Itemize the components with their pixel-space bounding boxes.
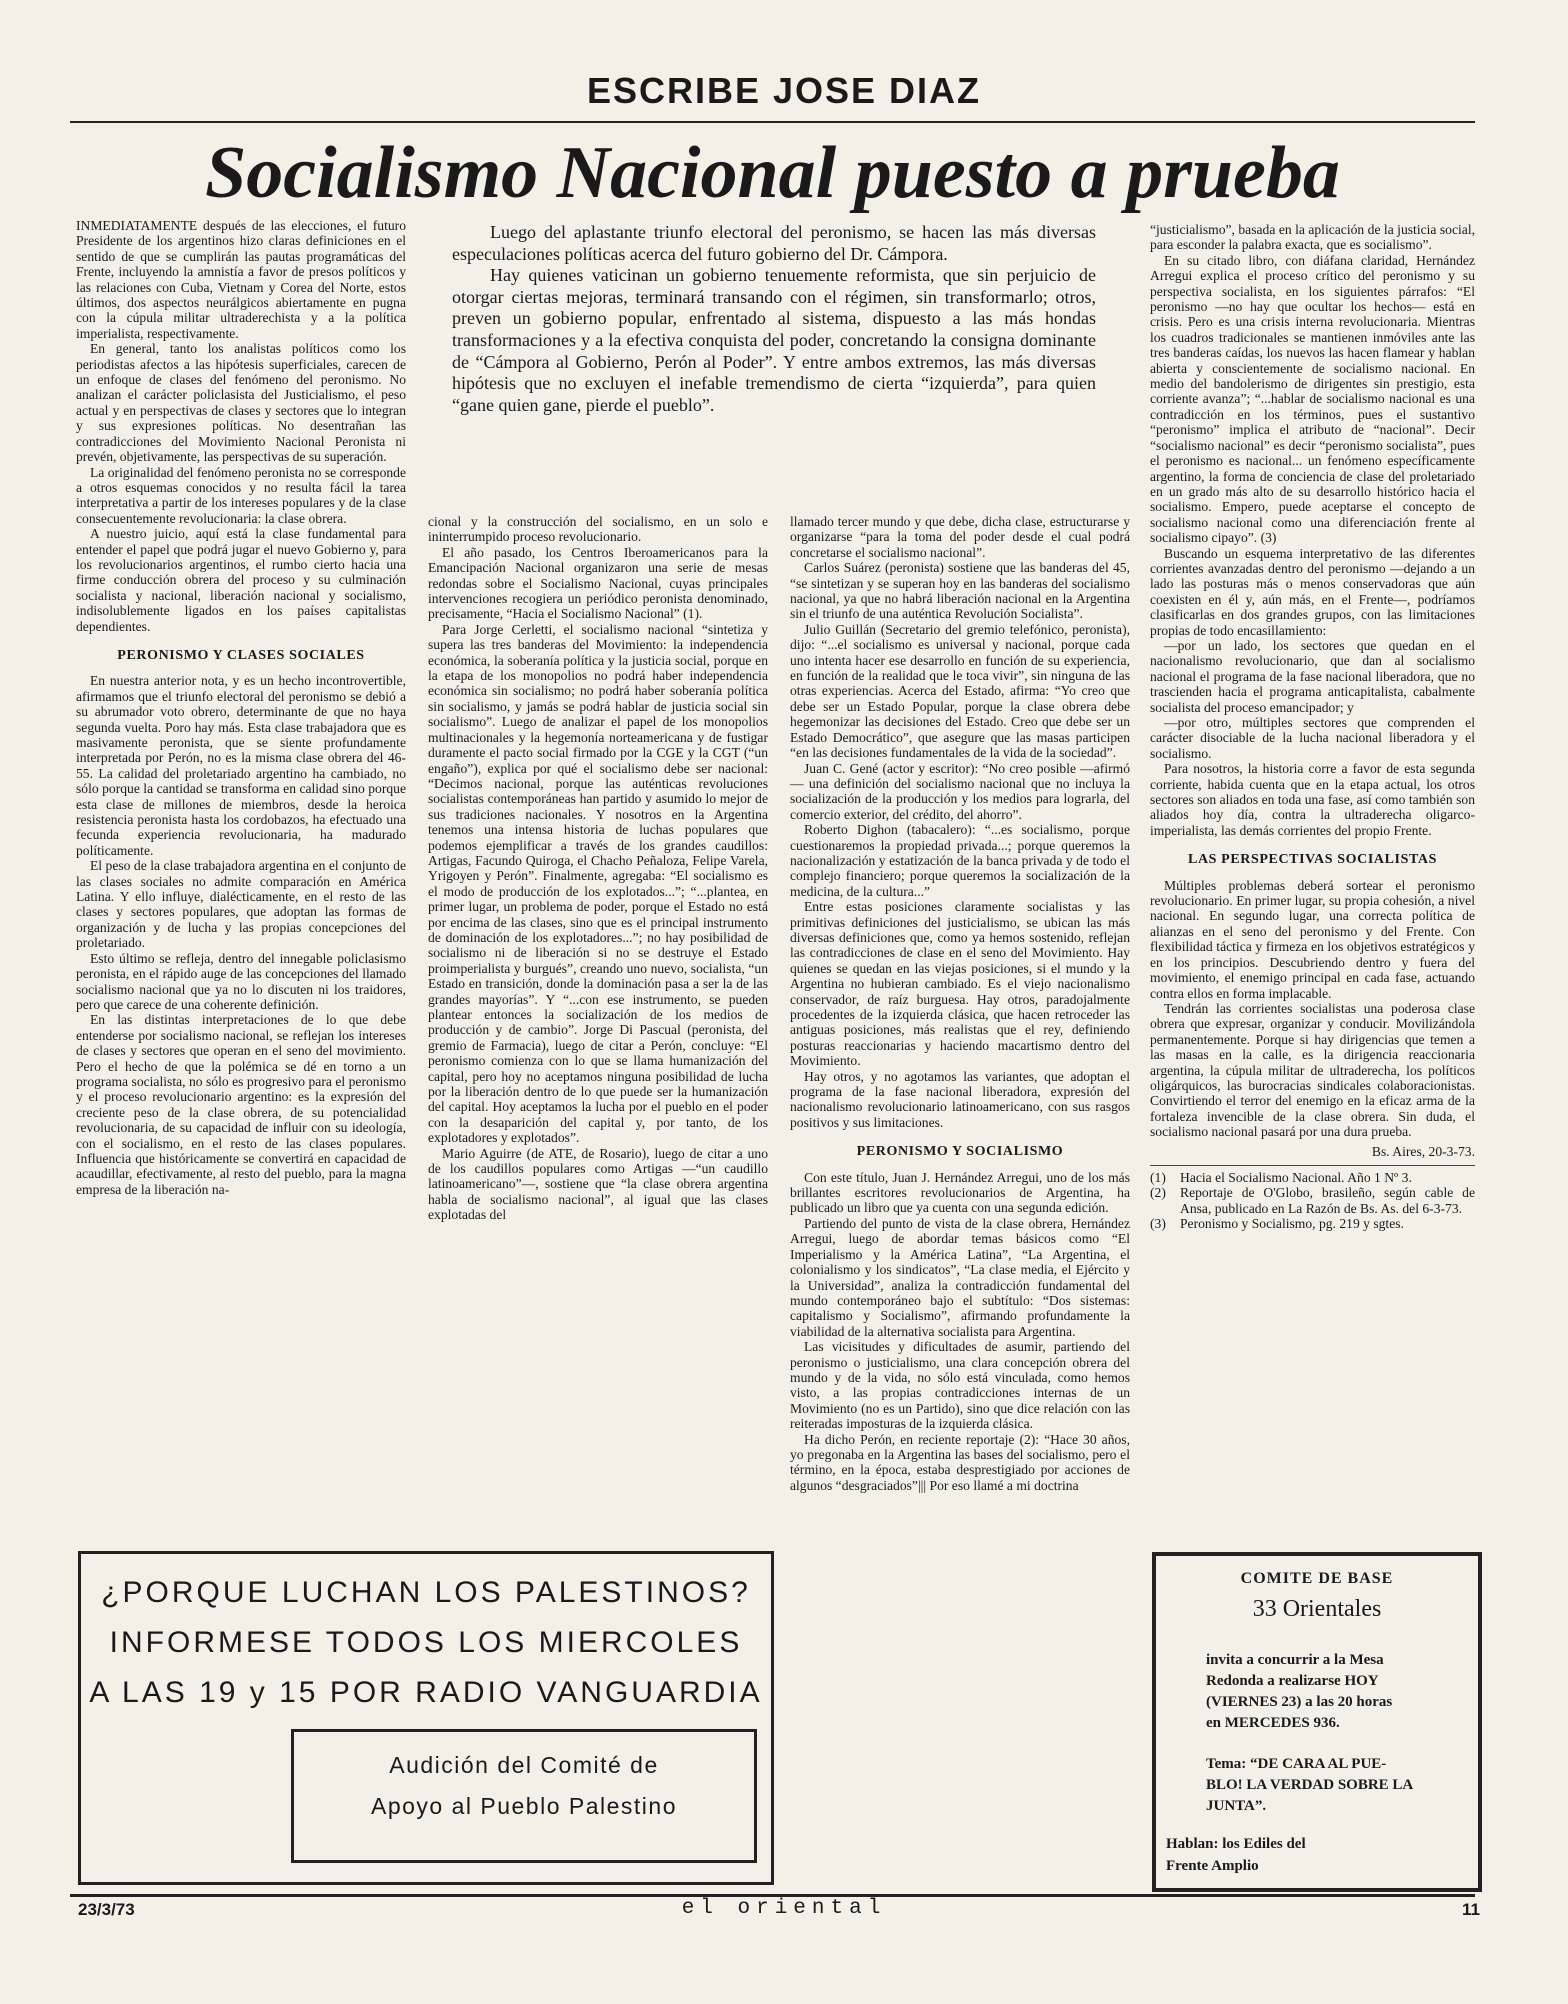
ad-name: 33 Orientales bbox=[1252, 1596, 1382, 1622]
paragraph: —por un lado, los sectores que quedan en el nacionalismo revolucionario, que dan al socialismo nacional el programa de la fase nacional liberadora, que no trascienden hacia el programa anticapitalista, cabalmente socialista del proceso emancipador; y bbox=[1150, 637, 1475, 715]
top-rule bbox=[70, 121, 1475, 123]
column-4 bbox=[1150, 222, 1475, 1542]
paragraph: A nuestro juicio, aquí está la clase fundamental para entender el papel que podrá jugar el nuevo Gobierno y, para los revolucionarios argentinos, el rumbo cierto hacia una firme conducción obrera del proceso y su culminación socialista y nacional, liberación nacional y socialismo, indisolublemente ligados en los países capitalistas dependientes. bbox=[76, 526, 406, 634]
column-1 bbox=[76, 218, 406, 1538]
subheading: PERONISMO Y CLASES SOCIALES bbox=[117, 647, 365, 663]
paragraph: Roberto Dighon (tabacalero): “...es socialismo, porque cuestionaremos la propiedad privada...; porque queremos la nacionalización y estatización de la banca privada y de todo el complejo financiero; porque queremos la socialización de la medicina, de la cultura...” bbox=[790, 822, 1130, 899]
ad-topic: Tema: “DE CARA AL PUE- bbox=[1206, 1756, 1387, 1772]
ad-line: invita a concurrir a la Mesa bbox=[1206, 1652, 1384, 1668]
footnote-number: (3) bbox=[1150, 1216, 1166, 1232]
paragraph: “justicialismo”, basada en la aplicación de la justicia social, para esconder la palabra exacta, que es socialismo”. bbox=[1150, 222, 1475, 253]
paragraph: En nuestra anterior nota, y es un hecho incontrovertible, afirmamos que el triunfo electoral del peronismo se debió a su abrumador voto obrero, determinante de que no haya segunda vuelta. Poro hay más. Esta clase trabajadora que es masivamente peronista, que se siente profundamente interpretada por Perón, no es la misma clase obrera del 46-55. La calidad del proletariado argentino ha cambiado, no sólo porque la cantidad se transforma en calidad sino porque esta clase de millones de miembros, desde la heroica resistencia peronista hasta los cordobazos, ha efectuado una fecunda experiencia revolucionaria, ha madurado políticamente. bbox=[76, 673, 406, 858]
paragraph: Esto último se refleja, dentro del innegable policlasismo peronista, en el rápido auge de las concepciones del llamado socialismo nacional que ya no lo discuten ni los traidores, pero que carece de una coherente definición. bbox=[76, 950, 406, 1012]
footnote-number: (2) bbox=[1150, 1185, 1166, 1201]
paragraph: Mario Aguirre (de ATE, de Rosario), luego de citar a uno de los caudillos populares como Artigas —“un caudillo latinoamericano”—, sostiene que “la clase obrera argentina habla de socialismo nacional”, al igual que las clases explotadas del bbox=[428, 1145, 768, 1223]
issue-date: 23/3/73 bbox=[78, 1900, 135, 1919]
footnote-text: Peronismo y Socialismo, pg. 219 y sgtes. bbox=[1180, 1216, 1404, 1232]
page-number: 11 bbox=[1462, 1900, 1480, 1919]
footnote-number: (1) bbox=[1150, 1169, 1166, 1185]
column-3 bbox=[790, 514, 1130, 1889]
paragraph: El peso de la clase trabajadora argentina en el conjunto de las clases sociales no admite comparación en América Latina. Y ello influye, dialécticamente, en el resto de las clases y sectores populares, que adoptan las formas de organización y de lucha y las propias concepciones del proletariado. bbox=[76, 858, 406, 951]
kicker: ESCRIBE JOSE DIAZ bbox=[586, 70, 982, 111]
paragraph: cional y la construcción del socialismo, en un solo e ininterrumpido proceso revolucionario. bbox=[428, 514, 768, 545]
ad-inner-line: Audición del Comité de bbox=[389, 1752, 659, 1778]
ad-palestinos bbox=[78, 1551, 774, 1885]
paragraph: Hay otros, y no agotamos las variantes, que adoptan el programa de la fase nacional liberadora, expresión del nacionalismo revolucionario latinoamericano, con sus rasgos positivos y sus limitaciones. bbox=[790, 1068, 1130, 1130]
footnote bbox=[1150, 1185, 1475, 1216]
paragraph: llamado tercer mundo y que debe, dicha clase, estructurarse y organizarse “para la toma del poder desde el cual podrá concretarse el socialismo nacional”. bbox=[790, 514, 1130, 560]
headline: Socialismo Nacional puesto a prueba bbox=[205, 132, 1340, 214]
ad-topic: JUNTA”. bbox=[1206, 1798, 1267, 1814]
paragraph: Ha dicho Perón, en reciente reportaje (2): “Hace 30 años, yo pregonaba en la Argentina las bases del socialismo, pero el término, en la época, estaba desprestigiado por acciones de algunos “desgraciados”||| Por eso llamé a mi doctrina bbox=[790, 1431, 1130, 1493]
paragraph: Carlos Suárez (peronista) sostiene que las banderas del 45, “se sintetizan y se superan hoy en las banderas del socialismo nacional, ya que no habrá liberación nacional en la Argentina sin el triunfo de una auténtica Revolución Socialista”. bbox=[790, 560, 1130, 622]
newspaper-name: el oriental bbox=[681, 1897, 887, 1920]
ad-line: en MERCEDES 936. bbox=[1206, 1715, 1340, 1731]
paragraph: Para Jorge Cerletti, el socialismo nacional “sintetiza y supera las tres banderas del Movimiento: la independencia económica, la soberanía política y la justicia social, porque en la etapa de los monopolios no podrá haber independencia económica sin socialismo; no podrá haber soberanía política sin socialismo, y jamás se podrá hablar de justicia social sin socialismo”. Luego de analizar el papel de los monopolios multinacionales y la hegemonía norteamericana y de fustigar duramente el pacto social firmado por la CGE y la CGT (“un engaño”), explica por qué el socialismo debe ser nacional: “Decimos nacional, porque las auténticas revoluciones socialistas contemporáneas han partido y asumido lo mejor de sus tradiciones nacionales. Y nosotros en la Argentina tenemos una intensa historia de luchas populares que podemos ejemplificar a través de los grandes caudillos: Artigas, Facundo Quiroga, el Chacho Peñaloza, Felipe Varela, Yrigoyen y Perón”. Finalmente, agregaba: “El socialismo es el modo de producción de los explotados...”; “...plantea, en primer lugar, un problema de poder, porque el Estado no está por encima de las clases, sino que es el principal instrumento de dominación de los explotadores...”; no hay posibilidad de socialismo ni de liberación si no se destruye el Estado proimperialista y burgués”, creando uno nuevo, socialista, “un Estado en transición, donde la dominación pasa a ser la de las grandes mayorías”. Y “...con ese instrumento, se pueden plantear entonces la socialización de los medios de producción y de cambio”. Jorge Di Pascual (peronista, del gremio de Farmacia), luego de citar a Perón, concluye: “El peronismo comienza con lo que se llama humanización del capital, pero hoy no aceptamos ninguna posibilidad de lucha por la liberación dentro de lo que puede ser la humanización del capital. Hoy aceptamos la lucha por el pueblo en el poder con la desaparición del capital y, por tanto, de los explotadores y explotados”. bbox=[428, 621, 768, 1146]
paragraph: En las distintas interpretaciones de lo que debe entenderse por socialismo nacional, se reflejan los intereses de clases y sectores que operan en el seno del movimiento. Pero el hecho de que la polémica se dé en torno a un programa socialista, no sólo es progresivo para el peronismo y el proceso revolucionario argentino: es la expresión del creciente peso de la clase obrera, de su potencialidad revolucionaria, de su capacidad de influir con su ideología, con el socialismo, en el resto de las clases populares. Influencia que históricamente se convertirá en capacidad de acaudillar, efectivamente, al resto del pueblo, para la magna empresa de la liberación na- bbox=[76, 1012, 406, 1197]
lead-paragraph: Hay quienes vaticinan un gobierno tenuemente reformista, que sin perjuicio de otorgar ciertas mejoras, terminará transando con el régimen, sin transformarlo; otros, preven un gobierno popular, enfrentado al sistema, dispuesto a las más hondas transformaciones y a la efectiva conquista del poder, concretando la consigna dominante de “Cámpora al Gobierno, Perón al Poder”. Y entre ambos extremos, las más diversas hipótesis que no excluyen el inefable tremendismo de cierta “izquierda”, para quien “gane quien gane, pierde el pueblo”. bbox=[452, 265, 1096, 415]
ad-line: ¿PORQUE LUCHAN LOS PALESTINOS? bbox=[101, 1576, 751, 1609]
ad-comite bbox=[1152, 1552, 1482, 1892]
paragraph: En general, tanto los analistas políticos como los periodistas afectos a las hipótesis superficiales, carecen de un enfoque de clases del fenómeno del peronismo. No analizan el carácter policlasista del Justicialismo, el peso actual y en perspectivas de clases y sectores que lo integran y sus expresiones políticas. No desentrañan las contradicciones del Movimiento Nacional Peronista ni prevén, objetivamente, las perspectivas de su superación. bbox=[76, 341, 406, 465]
paragraph: La originalidad del fenómeno peronista no se corresponde a otros esquemas conocidos y no resulta fácil la tarea interpretativa a partir de los intereses populares y de la clase consecuentemente revolucionaria: la clase obrera. bbox=[76, 464, 406, 526]
subheading: LAS PERSPECTIVAS SOCIALISTAS bbox=[1188, 852, 1437, 868]
paragraph: Tendrán las corrientes socialistas una poderosa clase obrera que expresar, organizar y conducir. Movilizándola permanentemente. Porque si hay dirigencias que temen a las masas en la calle, es la dirigencia reaccionaria argentina, la cúpula militar de ultraderecha, los políticos oligárquicos, las burocracias sindicales colaboracionistas. Convirtiendo el terror del enemigo en la eficaz arma de la fortaleza invencible de la clase obrera. Sin duda, el socialismo nacional pasará por una dura prueba. bbox=[1150, 1000, 1475, 1140]
ad-title: COMITE DE BASE bbox=[1240, 1570, 1394, 1587]
paragraph: Múltiples problemas deberá sortear el peronismo revolucionario. En primer lugar, su propia cohesión, a nivel nacional. En segundo lugar, una correcta política de alianzas en el seno del peronismo y del Frente. Con flexibilidad táctica y firmeza en los objetivos estratégicos y en los principios. Descubriendo dentro y fuera del movimiento, el enemigo principal en cada fase, actuando contra ellos en forma implacable. bbox=[1150, 877, 1475, 1001]
column-2 bbox=[428, 514, 768, 1536]
ad-line: A LAS 19 y 15 POR RADIO VANGUARDIA bbox=[89, 1676, 763, 1709]
lead-paragraph: Luego del aplastante triunfo electoral del peronismo, se hacen las más diversas especulaciones políticas acerca del futuro gobierno del Dr. Cámpora. bbox=[452, 222, 1096, 264]
footnote-text: Hacia el Socialismo Nacional. Año 1 Nº 3. bbox=[1180, 1169, 1412, 1185]
ad-line: Redonda a realizarse HOY bbox=[1206, 1673, 1379, 1689]
ad-speakers: Frente Amplio bbox=[1166, 1858, 1259, 1874]
paragraph: Las vicisitudes y dificultades de asumir, partiendo del peronismo o justicialismo, una clara concepción obrera del mundo y de la vida, no sólo está vinculada, como hemos visto, a las propias contradicciones internas de un Movimiento (no es un Partido), sino que dice relación con las reiteradas imposturas de la izquierda clásica. bbox=[790, 1339, 1130, 1432]
paragraph: Buscando un esquema interpretativo de las diferentes corrientes avanzadas dentro del peronismo —dejando a un lado las posturas más o menos conservadoras que aún coexisten en él y, aún más, en el Frente—, podríamos clasificarlas en dos grandes grupos, con las limitaciones propias de todo encasillamiento: bbox=[1150, 545, 1475, 638]
lead-text bbox=[452, 222, 1096, 487]
footnote bbox=[1150, 1216, 1475, 1231]
footnote-text: Reportaje de O'Globo, brasileño, según cable de Ansa, publicado en La Razón de Bs. As. del 6-3-73. bbox=[1180, 1185, 1475, 1216]
paragraph: Julio Guillán (Secretario del gremio telefónico, peronista), dijo: “...el socialismo es universal y nacional, porque cada uno intenta hacer ese desarrollo en función de su experiencia, en función de la realidad que le toca vivir”, sin ninguna de las otras experiencias. Acerca del Estado, afirma: “Yo creo que debe ser un Estado Popular, porque la clase obrera debe hegemonizar las decisiones del Estado. Creo que debe ser un Estado Democrático”, que asegure que las masas participen “en las decisiones fundamentales de la vida de la sociedad”. bbox=[790, 621, 1130, 761]
paragraph: Partiendo del punto de vista de la clase obrera, Hernández Arregui, luego de abordar temas básicos como “El Imperialismo y la América Latina”, “La Argentina, el colonialismo y los sindicatos”, “La clase media, el Ejército y la Universidad”, analiza la contradicción fundamental del mundo contemporáneo bajo el subtítulo: “Dos sistemas: capitalismo y Socialismo”, afirmando profundamente la viabilidad de la alternativa socialista para Argentina. bbox=[790, 1215, 1130, 1339]
footnotes bbox=[1150, 1165, 1475, 1232]
paragraph: Entre estas posiciones claramente socialistas y las primitivas definiciones del justicialismo, se ubican las más diversas definiciones que, como ya hemos sostenido, reflejan las contradicciones de clase en el seno del Movimiento. Hay quienes se quedan en las viejas posiciones, si el mundo y la Argentina no hubieran cambiado. Es el viejo nacionalismo conservador, de raíz burguesa. Hay otros, paradojalmente procedentes de la izquierda clásica, que hacen retroceder las antiguas posiciones, más realistas que el rey, definiendo posturas reaccionarias y haciendo macartismo dentro del Movimiento. bbox=[790, 899, 1130, 1069]
ad-topic: BLO! LA VERDAD SOBRE LA bbox=[1206, 1777, 1414, 1793]
subheading: PERONISMO Y SOCIALISMO bbox=[856, 1144, 1064, 1160]
ad-line: INFORMESE TODOS LOS MIERCOLES bbox=[109, 1626, 743, 1659]
paragraph: Para nosotros, la historia corre a favor de esta segunda corriente, habida cuenta que en la etapa actual, los otros sectores son aliados en toda una fase, así como también son aliados hoy día, contra la ultraderecha oligarco-imperialista, las demás corrientes del propio Frente. bbox=[1150, 761, 1475, 838]
ad-line: (VIERNES 23) a las 20 horas bbox=[1206, 1694, 1393, 1710]
ad-inner-box bbox=[291, 1729, 757, 1863]
ad-speakers: Hablan: los Ediles del bbox=[1166, 1836, 1306, 1852]
signature: Bs. Aires, 20-3-73. bbox=[1371, 1143, 1475, 1159]
paragraph: En su citado libro, con diáfana claridad, Hernández Arregui explica el proceso crítico del peronismo y su perspectiva socialista, en los siguientes párrafos: “El peronismo —no hay que ocultar los hechos— está en crisis. Pero es una crisis interna revolucionaria. Mientras los cuadros tradicionales se mantienen inmóviles ante las tres banderas caídas, los nuevos las hacen flamear y hablan abierta y conscientemente de socialismo nacional. En medio del bandolerismo de dirigentes sin prestigio, esta corriente avanza”; “...hablar de socialismo nacional es una contradicción en los términos, pues el sustantivo “peronismo” implica el atributo de “nacional”. Decir “socialismo nacional” es decir “peronismo socialista”, pues el peronismo es nacional... un fenómeno específicamente argentino, la forma de conciencia de clase del proletariado en un grado más alto de su desarrollo histórico hacia el socialismo. Empero, puede aceptarse el concepto de socialismo nacional como una diferenciación frente al socialismo cipayo”. (3) bbox=[1150, 252, 1475, 546]
paragraph: El año pasado, los Centros Iberoamericanos para la Emancipación Nacional organizaron una serie de mesas redondas sobre el Socialismo Nacional, cuyas principales intervenciones recogiera un periódico peronista denominado, precisamente, “Hacia el Socialismo Nacional” (1). bbox=[428, 544, 768, 622]
footnote bbox=[1150, 1170, 1475, 1185]
ad-inner-line: Apoyo al Pueblo Palestino bbox=[370, 1793, 678, 1819]
paragraph: INMEDIATAMENTE después de las elecciones, el futuro Presidente de los argentinos hizo claras definiciones en el sentido de que se cumplirán las pautas programáticas del Frente, incluyendo la amnistía a favor de presos políticos y las relaciones con Cuba, Vietnam y Corea del Norte, estos últimos, dos aspectos neurálgicos abiertamente en pugna con la cúpula militar ultraderechista y a la política imperialista, respectivamente. bbox=[76, 218, 406, 341]
paragraph: Juan C. Gené (actor y escritor): “No creo posible —afirmó— una definición del socialismo nacional que no incluya la socialización de la producción y los medios para lograrla, del comercio exterior, del crédito, del ahorro”. bbox=[790, 760, 1130, 822]
paragraph: —por otro, múltiples sectores que comprenden el carácter disociable de la lucha nacional liberadora y el socialismo. bbox=[1150, 715, 1475, 761]
paragraph: Con este título, Juan J. Hernández Arregui, uno de los más brillantes escritores revolucionarios de Argentina, ha publicado un libro que ya cuenta con una segunda edición. bbox=[790, 1169, 1130, 1216]
